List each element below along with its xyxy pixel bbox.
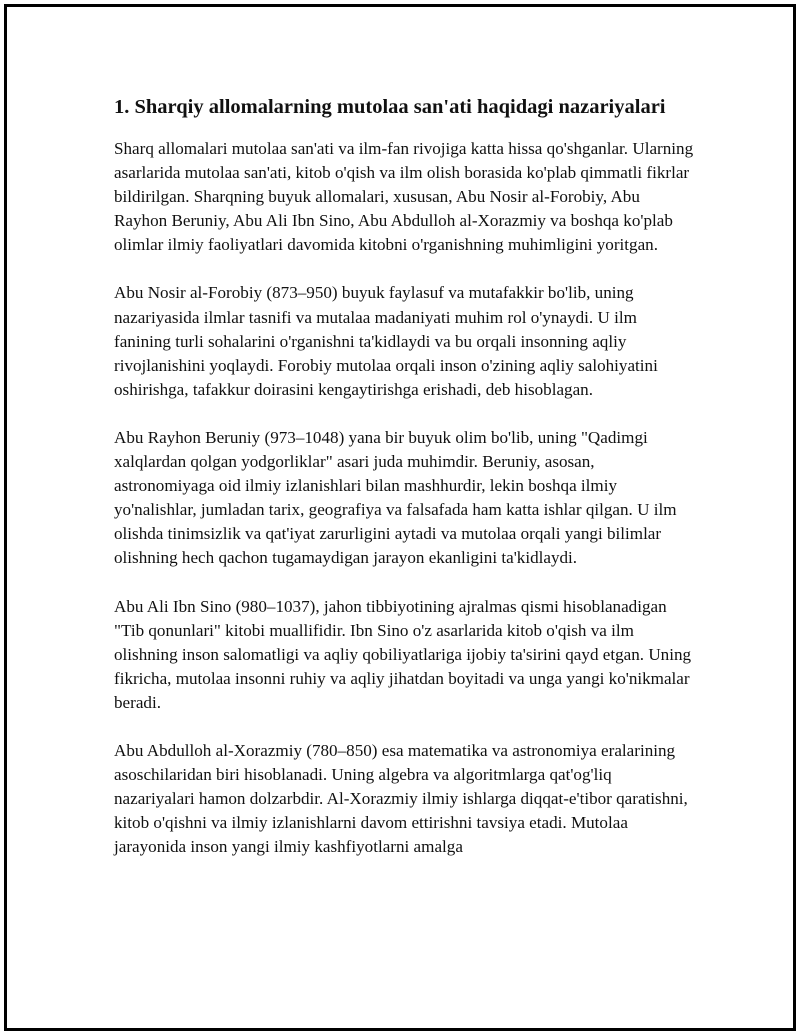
section-heading: 1. Sharqiy allomalarning mutolaa san'ati haqidagi nazariyalari [114,96,666,118]
paragraph-beruniy: Abu Rayhon Beruniy (973–1048) yana bir buyuk olim bo'lib, uning "Qadimgi xalqlardan qolgan yodgorliklar" asari juda muhimdir. Beruniy, asosan, astronomiyaga oid ilmiy izlanishlari bilan mashhurdir, lekin boshqa ilmiy yo'nalishlar, jumladan tarix, geografiya va falsafada ham katta ishlar qilgan. U ilm olishda tinimsizlik va qat'iyat zarurligini aytadi va mutolaa orqali yangi bilimlar olishning hech qachon tugamaydigan jarayon ekanligini ta'kidlaydi. [114,427,677,568]
paragraph-xorazmiy: Abu Abdulloh al-Xorazmiy (780–850) esa matematika va astronomiya eralarining asoschilaridan biri hisoblanadi. Uning algebra va algoritmlarga qat'og'liq nazariyalari hamon dolzarbdir. Al-Xorazmiy ilmiy ishlarga diqqat-e'tibor qaratishni, kitob o'qishni va ilmiy izlanishlarni davom ettirishni tavsiya etadi. Mutolaa jarayonida inson yangi ilmiy kashfiyotlarni amalga [114,740,688,857]
paragraph-intro: Sharq allomalari mutolaa san'ati va ilm-fan rivojiga katta hissa qo'shganlar. Ularning asarlarida mutolaa san'ati, kitob o'qish va ilm olish borasida ko'plab qimmatli fikrlar bildirilgan. Sharqning buyuk allomalari, xususan, Abu Nosir al-Forobiy, Abu Rayhon Beruniy, Abu Ali Ibn Sino, Abu Abdulloh al-Xorazmiy va boshqa ko'plab olimlar ilmiy faoliyatlari davomida kitobni o'rganishning muhimligini yoritgan. [114,139,694,255]
paragraph-forobiy: Abu Nosir al-Forobiy (873–950) buyuk faylasuf va mutafakkir bo'lib, uning nazariyasida ilmlar tasnifi va mutalaa madaniyati muhim rol o'ynaydi. U ilm fanining turli sohalarini o'rganishni ta'kidlaydi va bu orqali insonning aqliy rivojlanishini yoqlaydi. Forobiy mutolaa orqali inson o'zining aqliy salohiyatini oshirishga, tafakkur doirasini kengaytirishga erishadi, deb hisoblagan. [114,283,658,399]
document-body [114,93,696,883]
paragraph-ibn-sino: Abu Ali Ibn Sino (980–1037), jahon tibbiyotining ajralmas qismi hisoblanadigan "Tib qonunlari" kitobi muallifidir. Ibn Sino o'z asarlarida kitob o'qish va ilm olishning inson salomatligi va aqliy qobiliyatlariga ijobiy ta'sirini qayd etgan. Uning fikricha, mutolaa insonni ruhiy va aqliy jihatdan boyitadi va unga yangi ko'nikmalar beradi. [114,596,692,712]
